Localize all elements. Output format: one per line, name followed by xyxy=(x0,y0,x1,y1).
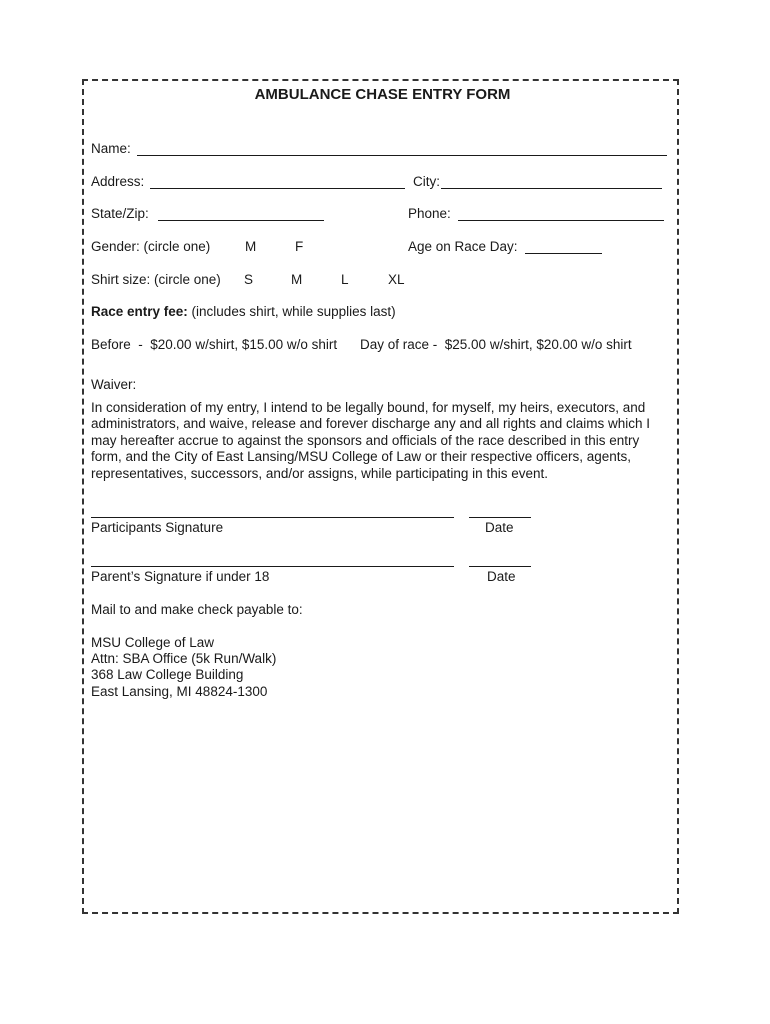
state-zip-label: State/Zip: xyxy=(91,206,153,221)
mail-instruction: Mail to and make check payable to: xyxy=(91,602,303,617)
entry-form-border xyxy=(82,79,679,914)
waiver-text: In consideration of my entry, I intend to be legally bound, for myself, my heirs, executors, and administrators, and waive, release and forever discharge any and all rights and claims which I may hereafter accrue to against the sponsors and officials of the race described in this entry form, and the City of East Lansing/MSU College of Law or their respective officers, agents, representatives, successors, and/or assigns, while participating in this event. xyxy=(91,400,651,481)
age-label: Age on Race Day: xyxy=(408,239,522,254)
shirt-option-s[interactable]: S xyxy=(244,272,254,287)
fee-before: Before - $20.00 w/shirt, $15.00 w/o shirt xyxy=(91,337,338,352)
mail-address-line: East Lansing, MI 48824-1300 xyxy=(91,684,268,699)
form-title: AMBULANCE CHASE ENTRY FORM xyxy=(254,86,511,103)
gender-label: Gender: (circle one) xyxy=(91,239,211,254)
parent-signature-field[interactable] xyxy=(91,566,454,567)
address-field[interactable] xyxy=(150,188,405,189)
participant-signature-label: Participants Signature xyxy=(91,520,224,535)
phone-label: Phone: xyxy=(408,206,455,221)
city-field[interactable] xyxy=(441,188,662,189)
phone-field[interactable] xyxy=(458,220,664,221)
shirt-option-xl[interactable]: XL xyxy=(388,272,405,287)
age-field[interactable] xyxy=(525,253,602,254)
name-label: Name: xyxy=(91,141,135,156)
participant-date-field[interactable] xyxy=(469,517,531,518)
waiver-heading: Waiver: xyxy=(91,377,137,392)
mail-address-line: Attn: SBA Office (5k Run/Walk) xyxy=(91,651,277,666)
race-fee-label: Race entry fee: xyxy=(91,304,188,319)
gender-option-f[interactable]: F xyxy=(295,239,304,254)
address-label: Address: xyxy=(91,174,149,189)
parent-date-field[interactable] xyxy=(469,566,531,567)
parent-signature-label: Parent’s Signature if under 18 xyxy=(91,569,270,584)
city-label: City: xyxy=(413,174,440,189)
shirt-option-m[interactable]: M xyxy=(291,272,303,287)
mail-address-line: MSU College of Law xyxy=(91,635,215,650)
participant-signature-field[interactable] xyxy=(91,517,454,518)
shirt-option-l[interactable]: L xyxy=(341,272,349,287)
gender-option-m[interactable]: M xyxy=(245,239,257,254)
name-field[interactable] xyxy=(137,155,667,156)
race-fee-note: (includes shirt, while supplies last) xyxy=(187,304,396,319)
parent-date-label: Date xyxy=(487,569,516,584)
shirt-size-label: Shirt size: (circle one) xyxy=(91,272,221,287)
participant-date-label: Date xyxy=(485,520,514,535)
race-fee-line xyxy=(91,304,396,320)
state-zip-field[interactable] xyxy=(158,220,324,221)
fee-day-of: Day of race - $25.00 w/shirt, $20.00 w/o shirt xyxy=(360,337,632,352)
mail-address-line: 368 Law College Building xyxy=(91,667,244,682)
